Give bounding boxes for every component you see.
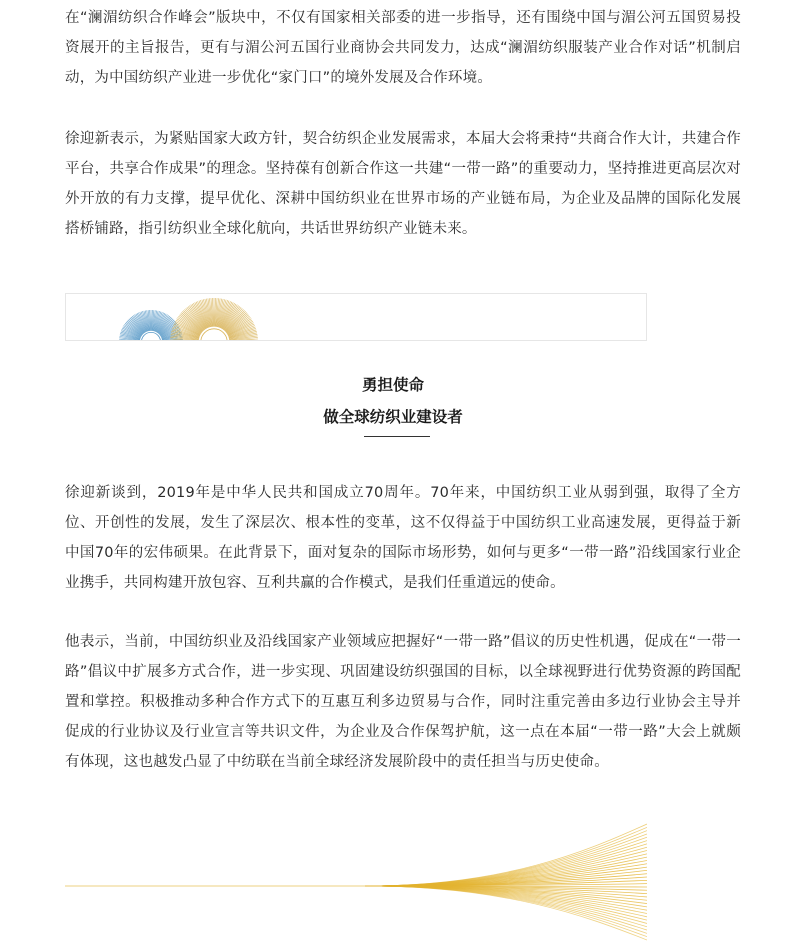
sunburst-banner <box>65 293 647 341</box>
golden-thread-beam-icon <box>65 820 647 941</box>
article-paragraph-3: 徐迎新谈到，2019年是中华人民共和国成立70周年。70年来，中国纺织工业从弱到强，取得了全方位、开创性的发展，发生了深层次、根本性的变革，这不仅得益于中国纺织工业高速发展，更得益于新中国70年的宏伟硕果。在此背景下，面对复杂的国际市场形势，如何与更多“一带一路”沿线国家行业企业携手，共同构建开放包容、互利共赢的合作模式，是我们任重道远的使命。 <box>65 485 741 591</box>
section-title-line-2: 做全球纺织业建设者 <box>323 408 463 426</box>
article-paragraph-2: 徐迎新表示，为紧贴国家大政方针，契合纺织企业发展需求，本届大会将秉持“共商合作大计，共建合作平台，共享合作成果”的理念。坚持葆有创新合作这一共建“一带一路”的重要动力，坚持推进更高层次对外开放的有力支撑，提早优化、深耕中国纺织业在世界市场的产业链布局，为企业及品牌的国际化发展搭桥铺路，指引纺织业全球化航向，共话世界纺织产业链未来。 <box>65 131 741 237</box>
sunburst-fans-icon <box>66 294 647 341</box>
section-title-line-1: 勇担使命 <box>361 376 424 394</box>
title-underline <box>364 436 430 437</box>
article-paragraph-4: 他表示，当前，中国纺织业及沿线国家产业领域应把握好“一带一路”倡议的历史性机遇，促成在“一带一路”倡议中扩展多方式合作，进一步实现、巩固建设纺织强国的目标，以全球视野进行优势资源的跨国配置和掌控。积极推动多种合作方式下的互惠互利多边贸易与合作，同时注重完善由多边行业协会主导并促成的行业协议及行业宣言等共识文件，为企业及合作保驾护航，这一点在本届“一带一路”大会上就颇有体现，这也越发凸显了中纺联在当前全球经济发展阶段中的责任担当与历史使命。 <box>65 634 741 770</box>
article-paragraph-1: 在“澜湄纺织合作峰会”版块中，不仅有国家相关部委的进一步指导，还有围绕中国与湄公河五国贸易投资展开的主旨报告，更有与湄公河五国行业商协会共同发力，达成“澜湄纺织服装产业合作对话”机制启动，为中国纺织产业进一步优化“家门口”的境外发展及合作环境。 <box>65 10 741 86</box>
